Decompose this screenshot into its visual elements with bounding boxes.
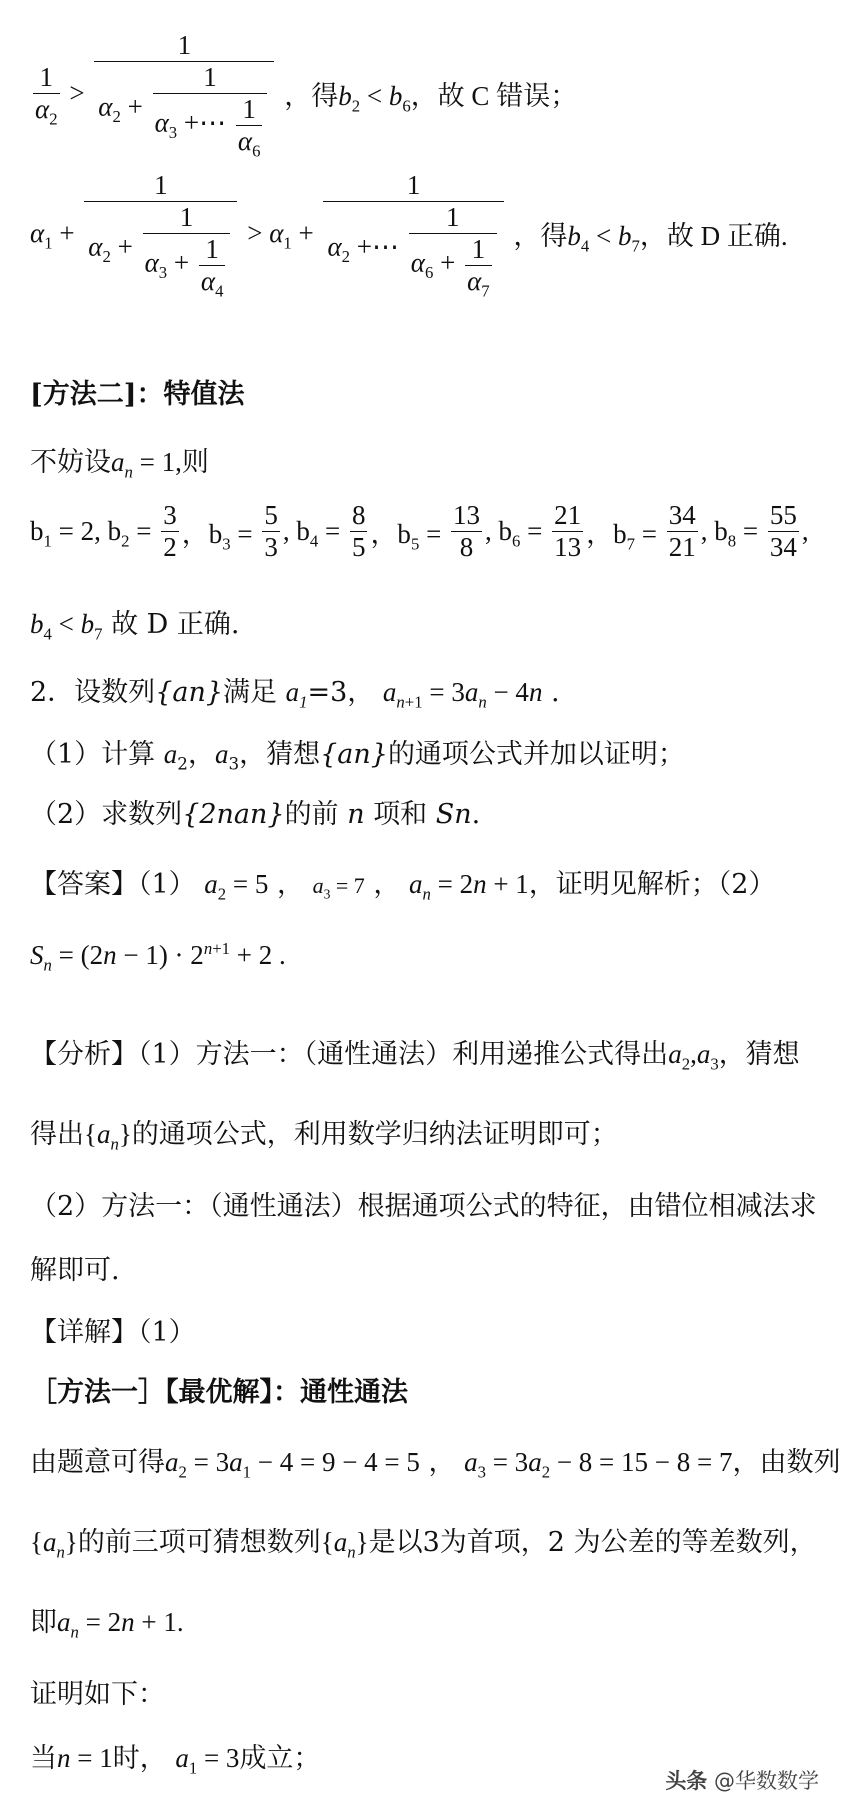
answer-line: 【答案】（1） $a_2 = 5$ ， $a_3 = 7$ ， $a_n = 2n + 1$，证明见解析；（2） [30,869,776,904]
method1-heading: ［方法一］【最优解】：通性通法 [30,1377,408,1408]
watermark-logo: 头条 [665,1769,708,1793]
method2-assume: 不妨设$a_n = 1$,则 [30,447,209,482]
d-text: ，得$b_4 < b_7$，故 D 正确. [513,221,788,256]
continued-fraction-d: $\alpha_1$ + 1 $\alpha_2$ + 1 $\alpha_3$ + $\frac{1}{\alpha_4}$ > $\alpha_1$ + 1 $\alpha_2$ +⋯ 1 $\alpha_6$ + $\frac{1}{\alpha_7}$ ，得$b_4 < b_7$，故 D 正确. [30,170,788,301]
method2-heading: [方法二]：特值法 [30,379,245,410]
answer-sn: $S_n = (2n - 1) \cdot 2^{n+1} + 2$ . [30,939,286,975]
b-values: $b_1 = 2$, $b_2$ = $\frac{3}{2}$ ，$b_3$ = $\frac{5}{3}$ , $b_4$ = $\frac{8}{5}$ ，$b_5$ = $\frac{13}{8}$ , $b_6$ = $\frac{21}{13}$ ，$b_7$ = $\frac{34}{21}$ , $b_8$ = $\frac{55}{34}$ , [30,500,809,562]
c-text: ，得$b_2 < b_6$，故 C 错误； [284,81,578,116]
base-case: 当n = 1时， $a_1 = 3$成立； [30,1743,321,1778]
analysis-line4: 解即可. [30,1255,120,1286]
proof-label: 证明如下： [30,1679,165,1710]
derive-line: 由题意可得$a_2 = 3a_1 - 4 = 9 - 4 = 5$ ， $a_3 = 3a_2 - 8 = 15 - 8 = 7$，由数列 [30,1447,841,1482]
so-line: 即$a_n = 2n + 1$. [30,1607,184,1642]
watermark-handle: @华数数学 [714,1769,819,1793]
method2-conclusion: $b_4 < b_7$ 故 D 正确. [30,609,240,644]
guess-line: $\{a_n\}$的前三项可猜想数列$\{a_n\}$是以3为首项，2 为公差的等差数列， [30,1527,817,1562]
analysis-line1: 【分析】（1）方法一：（通性通法）利用递推公式得出$a_2,a_3$，猜想 [30,1039,800,1074]
watermark [665,1765,819,1795]
analysis-line2: 得出$\{a_n\}$的通项公式，利用数学归纳法证明即可； [30,1119,618,1154]
analysis-line3: （2）方法一：（通性通法）根据通项公式的特征，由错位相减法求 [30,1191,817,1222]
problem2-statement: 2．设数列{an}满足 $a_1=3$， $a_{n+1} = 3a_n - 4n$ . [30,677,560,712]
problem2-q1: （1）计算 $a_2$，$a_3$，猜想{an}的通项公式并加以证明； [30,739,685,774]
continued-fraction-c: $\frac{1}{\alpha_2}$ > 1 $\alpha_2$ + 1 $\alpha_3$ +⋯ $\frac{1}{\alpha_6}$ ，得$b_2 < b_6$，故 C 错误； [35,30,578,161]
detail-label: 【详解】（1） [30,1317,196,1348]
problem2-q2: （2）求数列{2nan}的前 n 项和 Sn. [30,799,481,830]
